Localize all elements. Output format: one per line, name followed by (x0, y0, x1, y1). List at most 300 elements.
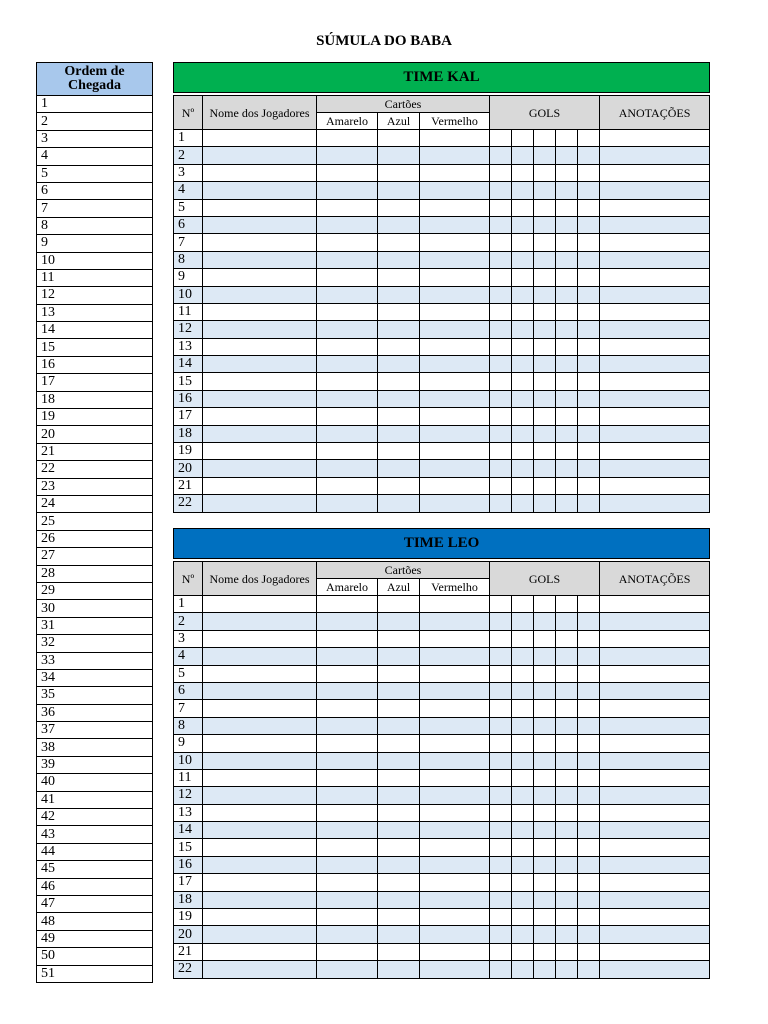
goal-cell[interactable] (556, 665, 578, 682)
yellow-card-cell[interactable] (317, 460, 378, 477)
arrival-order-cell[interactable]: 40 (37, 774, 153, 791)
red-card-cell[interactable] (420, 251, 490, 268)
yellow-card-cell[interactable] (317, 769, 378, 786)
goal-cell[interactable] (490, 822, 512, 839)
goal-cell[interactable] (578, 373, 600, 390)
red-card-cell[interactable] (420, 596, 490, 613)
red-card-cell[interactable] (420, 130, 490, 147)
goal-cell[interactable] (490, 303, 512, 320)
player-name-cell[interactable] (203, 251, 317, 268)
goal-cell[interactable] (534, 390, 556, 407)
blue-card-cell[interactable] (378, 286, 420, 303)
goal-cell[interactable] (556, 269, 578, 286)
goal-cell[interactable] (534, 596, 556, 613)
blue-card-cell[interactable] (378, 443, 420, 460)
red-card-cell[interactable] (420, 408, 490, 425)
arrival-order-cell[interactable]: 24 (37, 495, 153, 512)
goal-cell[interactable] (534, 373, 556, 390)
arrival-order-cell[interactable]: 35 (37, 687, 153, 704)
goal-cell[interactable] (512, 269, 534, 286)
goal-cell[interactable] (490, 269, 512, 286)
red-card-cell[interactable] (420, 425, 490, 442)
goal-cell[interactable] (578, 787, 600, 804)
arrival-order-cell[interactable]: 20 (37, 426, 153, 443)
goal-cell[interactable] (512, 909, 534, 926)
goal-cell[interactable] (578, 822, 600, 839)
goal-cell[interactable] (556, 735, 578, 752)
yellow-card-cell[interactable] (317, 425, 378, 442)
arrival-order-cell[interactable]: 16 (37, 356, 153, 373)
goal-cell[interactable] (556, 390, 578, 407)
goal-cell[interactable] (534, 182, 556, 199)
goal-cell[interactable] (512, 338, 534, 355)
goal-cell[interactable] (556, 682, 578, 699)
goal-cell[interactable] (512, 874, 534, 891)
notes-cell[interactable] (600, 321, 710, 338)
goal-cell[interactable] (534, 234, 556, 251)
goal-cell[interactable] (512, 926, 534, 943)
yellow-card-cell[interactable] (317, 648, 378, 665)
goal-cell[interactable] (556, 286, 578, 303)
goal-cell[interactable] (534, 856, 556, 873)
notes-cell[interactable] (600, 216, 710, 233)
goal-cell[interactable] (578, 303, 600, 320)
arrival-order-cell[interactable]: 36 (37, 704, 153, 721)
goal-cell[interactable] (556, 408, 578, 425)
goal-cell[interactable] (556, 477, 578, 494)
goal-cell[interactable] (534, 961, 556, 978)
goal-cell[interactable] (490, 874, 512, 891)
goal-cell[interactable] (534, 804, 556, 821)
red-card-cell[interactable] (420, 216, 490, 233)
goal-cell[interactable] (534, 425, 556, 442)
blue-card-cell[interactable] (378, 648, 420, 665)
red-card-cell[interactable] (420, 613, 490, 630)
goal-cell[interactable] (534, 787, 556, 804)
arrival-order-cell[interactable]: 1 (37, 96, 153, 113)
goal-cell[interactable] (556, 839, 578, 856)
notes-cell[interactable] (600, 822, 710, 839)
player-name-cell[interactable] (203, 891, 317, 908)
goal-cell[interactable] (534, 839, 556, 856)
notes-cell[interactable] (600, 891, 710, 908)
goal-cell[interactable] (534, 648, 556, 665)
goal-cell[interactable] (534, 408, 556, 425)
red-card-cell[interactable] (420, 961, 490, 978)
player-name-cell[interactable] (203, 839, 317, 856)
arrival-order-cell[interactable]: 43 (37, 826, 153, 843)
goal-cell[interactable] (490, 408, 512, 425)
notes-cell[interactable] (600, 926, 710, 943)
goal-cell[interactable] (556, 356, 578, 373)
arrival-order-cell[interactable]: 18 (37, 391, 153, 408)
red-card-cell[interactable] (420, 164, 490, 181)
goal-cell[interactable] (556, 443, 578, 460)
player-name-cell[interactable] (203, 787, 317, 804)
goal-cell[interactable] (512, 961, 534, 978)
goal-cell[interactable] (512, 286, 534, 303)
blue-card-cell[interactable] (378, 199, 420, 216)
arrival-order-cell[interactable]: 31 (37, 617, 153, 634)
player-name-cell[interactable] (203, 269, 317, 286)
arrival-order-cell[interactable]: 46 (37, 878, 153, 895)
goal-cell[interactable] (578, 596, 600, 613)
goal-cell[interactable] (556, 130, 578, 147)
goal-cell[interactable] (512, 443, 534, 460)
goal-cell[interactable] (534, 460, 556, 477)
blue-card-cell[interactable] (378, 909, 420, 926)
goal-cell[interactable] (512, 147, 534, 164)
goal-cell[interactable] (578, 648, 600, 665)
player-name-cell[interactable] (203, 926, 317, 943)
goal-cell[interactable] (578, 495, 600, 512)
yellow-card-cell[interactable] (317, 752, 378, 769)
goal-cell[interactable] (556, 630, 578, 647)
goal-cell[interactable] (534, 682, 556, 699)
blue-card-cell[interactable] (378, 425, 420, 442)
goal-cell[interactable] (578, 769, 600, 786)
goal-cell[interactable] (490, 961, 512, 978)
notes-cell[interactable] (600, 682, 710, 699)
player-name-cell[interactable] (203, 338, 317, 355)
goal-cell[interactable] (556, 164, 578, 181)
red-card-cell[interactable] (420, 373, 490, 390)
goal-cell[interactable] (490, 477, 512, 494)
yellow-card-cell[interactable] (317, 682, 378, 699)
red-card-cell[interactable] (420, 147, 490, 164)
player-name-cell[interactable] (203, 613, 317, 630)
goal-cell[interactable] (490, 199, 512, 216)
notes-cell[interactable] (600, 909, 710, 926)
yellow-card-cell[interactable] (317, 665, 378, 682)
red-card-cell[interactable] (420, 717, 490, 734)
goal-cell[interactable] (534, 286, 556, 303)
notes-cell[interactable] (600, 338, 710, 355)
blue-card-cell[interactable] (378, 769, 420, 786)
goal-cell[interactable] (534, 926, 556, 943)
yellow-card-cell[interactable] (317, 130, 378, 147)
goal-cell[interactable] (512, 943, 534, 960)
blue-card-cell[interactable] (378, 735, 420, 752)
goal-cell[interactable] (556, 234, 578, 251)
goal-cell[interactable] (534, 630, 556, 647)
goal-cell[interactable] (578, 839, 600, 856)
goal-cell[interactable] (490, 390, 512, 407)
goal-cell[interactable] (556, 700, 578, 717)
yellow-card-cell[interactable] (317, 234, 378, 251)
notes-cell[interactable] (600, 596, 710, 613)
notes-cell[interactable] (600, 735, 710, 752)
goal-cell[interactable] (490, 717, 512, 734)
red-card-cell[interactable] (420, 286, 490, 303)
yellow-card-cell[interactable] (317, 839, 378, 856)
arrival-order-cell[interactable]: 41 (37, 791, 153, 808)
goal-cell[interactable] (556, 321, 578, 338)
red-card-cell[interactable] (420, 338, 490, 355)
goal-cell[interactable] (512, 321, 534, 338)
goal-cell[interactable] (490, 943, 512, 960)
goal-cell[interactable] (534, 495, 556, 512)
arrival-order-cell[interactable]: 47 (37, 895, 153, 912)
notes-cell[interactable] (600, 752, 710, 769)
blue-card-cell[interactable] (378, 926, 420, 943)
goal-cell[interactable] (490, 373, 512, 390)
goal-cell[interactable] (512, 408, 534, 425)
goal-cell[interactable] (534, 216, 556, 233)
goal-cell[interactable] (534, 338, 556, 355)
goal-cell[interactable] (534, 269, 556, 286)
goal-cell[interactable] (556, 891, 578, 908)
blue-card-cell[interactable] (378, 787, 420, 804)
goal-cell[interactable] (534, 303, 556, 320)
goal-cell[interactable] (512, 787, 534, 804)
notes-cell[interactable] (600, 286, 710, 303)
blue-card-cell[interactable] (378, 130, 420, 147)
goal-cell[interactable] (578, 909, 600, 926)
arrival-order-cell[interactable]: 44 (37, 843, 153, 860)
goal-cell[interactable] (556, 460, 578, 477)
goal-cell[interactable] (512, 425, 534, 442)
notes-cell[interactable] (600, 408, 710, 425)
arrival-order-cell[interactable]: 50 (37, 948, 153, 965)
red-card-cell[interactable] (420, 822, 490, 839)
blue-card-cell[interactable] (378, 839, 420, 856)
blue-card-cell[interactable] (378, 717, 420, 734)
red-card-cell[interactable] (420, 495, 490, 512)
arrival-order-cell[interactable]: 29 (37, 582, 153, 599)
notes-cell[interactable] (600, 460, 710, 477)
goal-cell[interactable] (534, 477, 556, 494)
goal-cell[interactable] (490, 769, 512, 786)
blue-card-cell[interactable] (378, 700, 420, 717)
goal-cell[interactable] (512, 182, 534, 199)
goal-cell[interactable] (490, 856, 512, 873)
goal-cell[interactable] (490, 130, 512, 147)
goal-cell[interactable] (534, 665, 556, 682)
yellow-card-cell[interactable] (317, 735, 378, 752)
notes-cell[interactable] (600, 443, 710, 460)
blue-card-cell[interactable] (378, 856, 420, 873)
player-name-cell[interactable] (203, 943, 317, 960)
notes-cell[interactable] (600, 648, 710, 665)
notes-cell[interactable] (600, 147, 710, 164)
yellow-card-cell[interactable] (317, 269, 378, 286)
goal-cell[interactable] (578, 216, 600, 233)
goal-cell[interactable] (534, 735, 556, 752)
goal-cell[interactable] (512, 839, 534, 856)
yellow-card-cell[interactable] (317, 477, 378, 494)
blue-card-cell[interactable] (378, 943, 420, 960)
red-card-cell[interactable] (420, 443, 490, 460)
goal-cell[interactable] (556, 182, 578, 199)
arrival-order-cell[interactable]: 10 (37, 252, 153, 269)
goal-cell[interactable] (578, 460, 600, 477)
player-name-cell[interactable] (203, 495, 317, 512)
yellow-card-cell[interactable] (317, 700, 378, 717)
goal-cell[interactable] (512, 356, 534, 373)
player-name-cell[interactable] (203, 216, 317, 233)
red-card-cell[interactable] (420, 752, 490, 769)
arrival-order-cell[interactable]: 21 (37, 443, 153, 460)
goal-cell[interactable] (534, 613, 556, 630)
notes-cell[interactable] (600, 164, 710, 181)
goal-cell[interactable] (578, 234, 600, 251)
blue-card-cell[interactable] (378, 495, 420, 512)
notes-cell[interactable] (600, 961, 710, 978)
goal-cell[interactable] (534, 943, 556, 960)
red-card-cell[interactable] (420, 682, 490, 699)
player-name-cell[interactable] (203, 373, 317, 390)
goal-cell[interactable] (534, 130, 556, 147)
blue-card-cell[interactable] (378, 460, 420, 477)
yellow-card-cell[interactable] (317, 147, 378, 164)
arrival-order-cell[interactable]: 32 (37, 635, 153, 652)
goal-cell[interactable] (556, 961, 578, 978)
arrival-order-cell[interactable]: 5 (37, 165, 153, 182)
player-name-cell[interactable] (203, 735, 317, 752)
goal-cell[interactable] (490, 752, 512, 769)
yellow-card-cell[interactable] (317, 822, 378, 839)
goal-cell[interactable] (490, 648, 512, 665)
blue-card-cell[interactable] (378, 822, 420, 839)
player-name-cell[interactable] (203, 130, 317, 147)
blue-card-cell[interactable] (378, 408, 420, 425)
goal-cell[interactable] (490, 286, 512, 303)
goal-cell[interactable] (490, 321, 512, 338)
blue-card-cell[interactable] (378, 682, 420, 699)
goal-cell[interactable] (556, 596, 578, 613)
goal-cell[interactable] (556, 943, 578, 960)
goal-cell[interactable] (512, 477, 534, 494)
goal-cell[interactable] (578, 613, 600, 630)
goal-cell[interactable] (512, 596, 534, 613)
player-name-cell[interactable] (203, 199, 317, 216)
goal-cell[interactable] (556, 909, 578, 926)
goal-cell[interactable] (534, 717, 556, 734)
player-name-cell[interactable] (203, 909, 317, 926)
goal-cell[interactable] (578, 891, 600, 908)
goal-cell[interactable] (490, 182, 512, 199)
goal-cell[interactable] (578, 286, 600, 303)
goal-cell[interactable] (534, 251, 556, 268)
goal-cell[interactable] (534, 356, 556, 373)
yellow-card-cell[interactable] (317, 717, 378, 734)
arrival-order-cell[interactable]: 7 (37, 200, 153, 217)
goal-cell[interactable] (490, 665, 512, 682)
blue-card-cell[interactable] (378, 477, 420, 494)
notes-cell[interactable] (600, 199, 710, 216)
yellow-card-cell[interactable] (317, 303, 378, 320)
goal-cell[interactable] (578, 700, 600, 717)
red-card-cell[interactable] (420, 735, 490, 752)
red-card-cell[interactable] (420, 321, 490, 338)
goal-cell[interactable] (578, 752, 600, 769)
goal-cell[interactable] (534, 700, 556, 717)
player-name-cell[interactable] (203, 303, 317, 320)
notes-cell[interactable] (600, 874, 710, 891)
yellow-card-cell[interactable] (317, 216, 378, 233)
goal-cell[interactable] (512, 630, 534, 647)
notes-cell[interactable] (600, 130, 710, 147)
notes-cell[interactable] (600, 613, 710, 630)
red-card-cell[interactable] (420, 700, 490, 717)
goal-cell[interactable] (578, 147, 600, 164)
goal-cell[interactable] (556, 495, 578, 512)
red-card-cell[interactable] (420, 874, 490, 891)
goal-cell[interactable] (578, 321, 600, 338)
goal-cell[interactable] (578, 665, 600, 682)
player-name-cell[interactable] (203, 182, 317, 199)
arrival-order-cell[interactable]: 42 (37, 809, 153, 826)
goal-cell[interactable] (512, 251, 534, 268)
blue-card-cell[interactable] (378, 630, 420, 647)
arrival-order-cell[interactable]: 3 (37, 130, 153, 147)
goal-cell[interactable] (534, 874, 556, 891)
blue-card-cell[interactable] (378, 752, 420, 769)
goal-cell[interactable] (490, 164, 512, 181)
arrival-order-cell[interactable]: 13 (37, 304, 153, 321)
notes-cell[interactable] (600, 839, 710, 856)
arrival-order-cell[interactable]: 8 (37, 217, 153, 234)
goal-cell[interactable] (534, 752, 556, 769)
goal-cell[interactable] (534, 822, 556, 839)
goal-cell[interactable] (578, 199, 600, 216)
goal-cell[interactable] (512, 460, 534, 477)
blue-card-cell[interactable] (378, 373, 420, 390)
yellow-card-cell[interactable] (317, 961, 378, 978)
goal-cell[interactable] (556, 856, 578, 873)
arrival-order-cell[interactable]: 14 (37, 322, 153, 339)
red-card-cell[interactable] (420, 787, 490, 804)
goal-cell[interactable] (512, 856, 534, 873)
goal-cell[interactable] (578, 874, 600, 891)
notes-cell[interactable] (600, 425, 710, 442)
blue-card-cell[interactable] (378, 251, 420, 268)
player-name-cell[interactable] (203, 822, 317, 839)
arrival-order-cell[interactable]: 34 (37, 669, 153, 686)
blue-card-cell[interactable] (378, 613, 420, 630)
notes-cell[interactable] (600, 234, 710, 251)
yellow-card-cell[interactable] (317, 613, 378, 630)
goal-cell[interactable] (578, 961, 600, 978)
goal-cell[interactable] (512, 199, 534, 216)
red-card-cell[interactable] (420, 182, 490, 199)
goal-cell[interactable] (490, 460, 512, 477)
player-name-cell[interactable] (203, 234, 317, 251)
goal-cell[interactable] (512, 373, 534, 390)
blue-card-cell[interactable] (378, 303, 420, 320)
yellow-card-cell[interactable] (317, 943, 378, 960)
red-card-cell[interactable] (420, 199, 490, 216)
yellow-card-cell[interactable] (317, 164, 378, 181)
goal-cell[interactable] (512, 822, 534, 839)
player-name-cell[interactable] (203, 717, 317, 734)
yellow-card-cell[interactable] (317, 199, 378, 216)
goal-cell[interactable] (490, 787, 512, 804)
notes-cell[interactable] (600, 390, 710, 407)
notes-cell[interactable] (600, 769, 710, 786)
goal-cell[interactable] (490, 804, 512, 821)
goal-cell[interactable] (578, 408, 600, 425)
arrival-order-cell[interactable]: 33 (37, 652, 153, 669)
red-card-cell[interactable] (420, 269, 490, 286)
goal-cell[interactable] (512, 303, 534, 320)
arrival-order-cell[interactable]: 27 (37, 548, 153, 565)
goal-cell[interactable] (578, 390, 600, 407)
goal-cell[interactable] (534, 321, 556, 338)
goal-cell[interactable] (512, 804, 534, 821)
blue-card-cell[interactable] (378, 891, 420, 908)
